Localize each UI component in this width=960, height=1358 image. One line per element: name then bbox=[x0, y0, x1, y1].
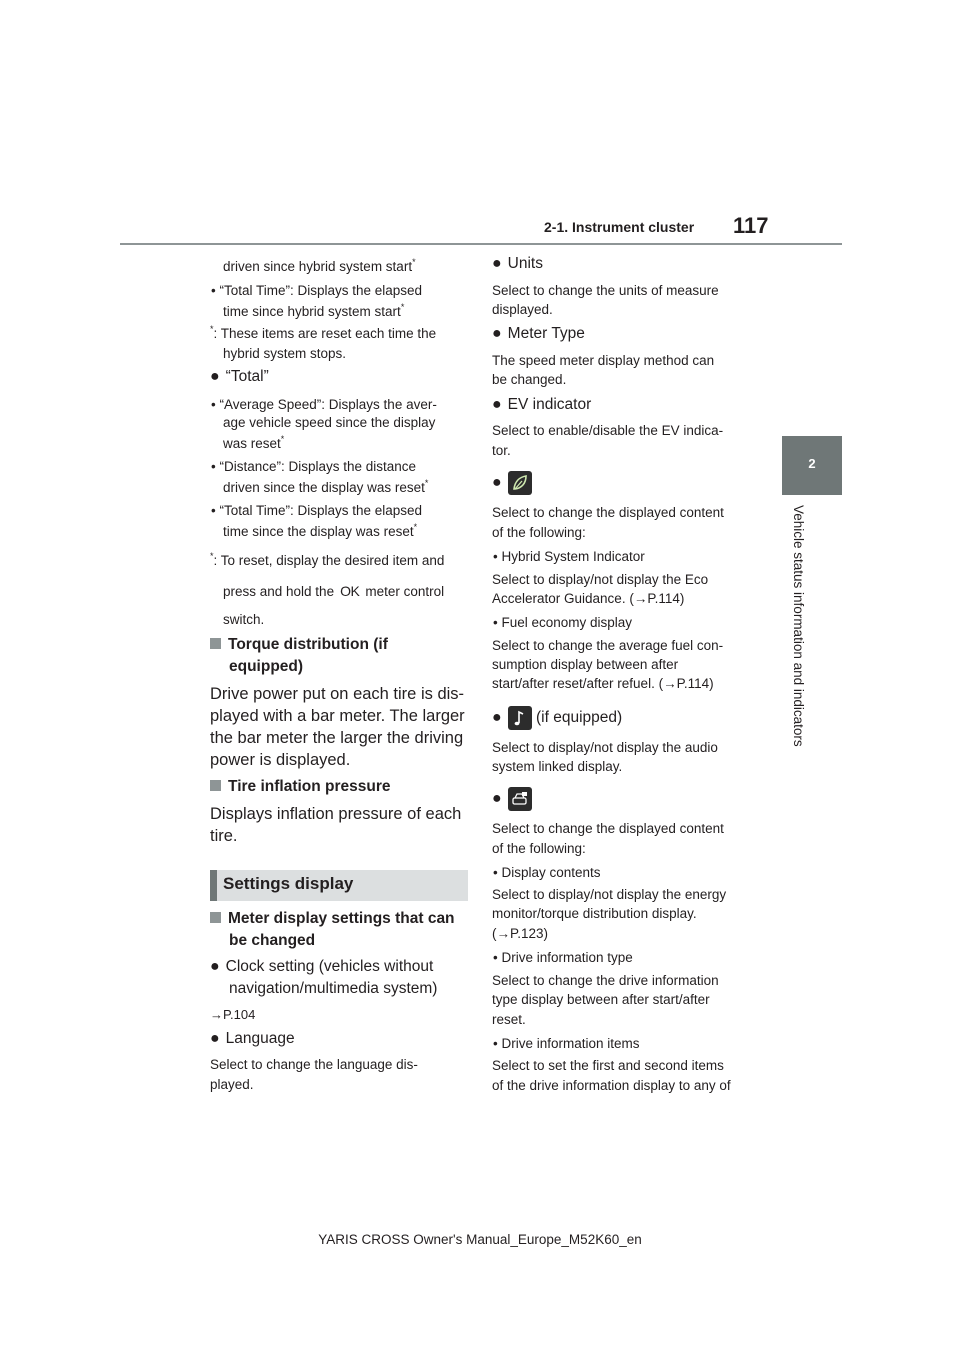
text: meter control bbox=[365, 584, 445, 599]
paragraph: Accelerator Guidance. (→P.114) bbox=[492, 591, 685, 606]
paragraph: Select to set the first and second items bbox=[492, 1058, 724, 1073]
vehicle-info-icon bbox=[508, 787, 532, 811]
text: “Total” bbox=[225, 368, 269, 385]
footnote-cont: hybrid system stops. bbox=[223, 346, 347, 361]
paragraph: of the drive information display to any of bbox=[492, 1078, 731, 1093]
paragraph: Select to change the displayed content bbox=[492, 505, 724, 520]
footnote-mark: * bbox=[412, 257, 416, 267]
paragraph: Select to change the average fuel con- bbox=[492, 638, 724, 653]
paragraph: of the following: bbox=[492, 525, 586, 540]
display-contents-item: • Display contents bbox=[493, 865, 601, 880]
audio-heading bbox=[492, 706, 622, 730]
footnote-cont bbox=[223, 582, 444, 602]
vehicle-info-heading bbox=[492, 787, 532, 811]
paragraph: played with a bar meter. The larger bbox=[210, 707, 465, 725]
square-bullet-icon bbox=[210, 780, 221, 791]
clock-heading-cont: navigation/multimedia system) bbox=[229, 980, 438, 997]
clock-heading bbox=[210, 958, 433, 976]
footnote bbox=[210, 324, 436, 346]
meter-settings-heading bbox=[210, 910, 455, 928]
left-line bbox=[223, 257, 416, 279]
paragraph: Select to change the displayed content bbox=[492, 821, 724, 836]
footnote bbox=[210, 551, 444, 573]
paragraph: sumption display between after bbox=[492, 657, 679, 672]
text: Meter Type bbox=[507, 325, 585, 342]
text: Clock setting (vehicles without bbox=[225, 958, 434, 975]
text: driven since hybrid system start bbox=[223, 259, 413, 274]
text: time since hybrid system start bbox=[223, 304, 401, 319]
ev-indicator-heading bbox=[492, 396, 591, 414]
bullet-icon: ● bbox=[210, 368, 220, 385]
text: Torque distribution (if bbox=[228, 636, 388, 653]
eco-heading bbox=[492, 471, 532, 495]
footnote-cont: switch. bbox=[223, 612, 265, 627]
meter-settings-heading-cont: be changed bbox=[229, 932, 316, 949]
header-divider bbox=[120, 243, 842, 245]
text: : To reset, display the desired item and bbox=[213, 553, 445, 568]
square-bullet-icon bbox=[210, 638, 221, 649]
section-title: 2-1. Instrument cluster bbox=[544, 219, 695, 235]
text: time since the display was reset bbox=[223, 524, 414, 539]
eco-leaf-icon bbox=[508, 471, 532, 495]
units-heading bbox=[492, 255, 543, 273]
bullet-icon: ● bbox=[492, 709, 502, 727]
drive-info-items-item: • Drive information items bbox=[493, 1036, 640, 1051]
text: driven since the display was reset bbox=[223, 480, 425, 495]
bullet-icon: ● bbox=[492, 396, 502, 413]
page-reference: →P.104 bbox=[210, 1007, 256, 1022]
bullet-icon: ● bbox=[492, 790, 502, 808]
torque-heading bbox=[210, 636, 388, 654]
settings-header-accent bbox=[210, 870, 217, 901]
bullet-icon: ● bbox=[492, 255, 502, 272]
paragraph: tor. bbox=[492, 443, 511, 458]
total-time-item: • “Total Time”: Displays the elapsed bbox=[211, 283, 423, 298]
text: Tire inflation pressure bbox=[228, 778, 391, 795]
footnote-mark: * bbox=[210, 551, 214, 561]
paragraph: Select to display/not display the Eco bbox=[492, 572, 709, 587]
paragraph: the bar meter the larger the driving bbox=[210, 729, 464, 747]
paragraph: of the following: bbox=[492, 841, 586, 856]
drive-info-type-item: • Drive information type bbox=[493, 950, 633, 965]
tire-heading bbox=[210, 778, 391, 796]
paragraph: displayed. bbox=[492, 302, 553, 317]
footnote-mark: * bbox=[210, 324, 214, 334]
paragraph: start/after reset/after refuel. (→P.114) bbox=[492, 676, 714, 691]
paragraph: tire. bbox=[210, 827, 238, 845]
fuel-economy-item: • Fuel economy display bbox=[493, 615, 633, 630]
text: Units bbox=[507, 255, 543, 272]
paragraph: reset. bbox=[492, 1012, 526, 1027]
text: Language bbox=[225, 1030, 295, 1047]
paragraph: power is displayed. bbox=[210, 751, 351, 769]
settings-display-title: Settings display bbox=[223, 874, 354, 893]
footnote-mark: * bbox=[400, 302, 405, 312]
paragraph: (→P.123) bbox=[492, 926, 549, 941]
text: (if equipped) bbox=[535, 709, 623, 727]
paragraph: be changed. bbox=[492, 372, 567, 387]
meter-type-heading bbox=[492, 325, 585, 343]
language-heading bbox=[210, 1030, 295, 1048]
distance-item: • “Distance”: Displays the distance bbox=[211, 459, 417, 474]
paragraph: Drive power put on each tire is dis- bbox=[210, 685, 465, 703]
avg-speed-item: • “Average Speed”: Displays the aver- bbox=[211, 397, 437, 412]
left-line bbox=[223, 302, 404, 324]
ok-button-icon: OK bbox=[340, 583, 360, 599]
paragraph: monitor/torque distribution display. bbox=[492, 906, 697, 921]
paragraph: Select to enable/disable the EV indica- bbox=[492, 423, 724, 438]
text: was reset bbox=[223, 436, 281, 451]
footer-manual-id: YARIS CROSS Owner's Manual_Europe_M52K60_en bbox=[318, 1232, 642, 1247]
page-number: 117 bbox=[733, 213, 769, 238]
paragraph: type display between after start/after bbox=[492, 992, 710, 1007]
paragraph: Select to change the units of measure bbox=[492, 283, 719, 298]
paragraph: Displays inflation pressure of each bbox=[210, 805, 462, 823]
paragraph: played. bbox=[210, 1077, 254, 1092]
footnote-mark: * bbox=[424, 478, 429, 488]
paragraph: Select to display/not display the energy bbox=[492, 887, 727, 902]
text: : These items are reset each time the bbox=[213, 326, 437, 341]
bullet-icon: ● bbox=[210, 1030, 220, 1047]
bullet-icon: ● bbox=[492, 474, 502, 492]
paragraph: system linked display. bbox=[492, 759, 623, 774]
footnote-mark: * bbox=[413, 522, 418, 532]
left-line bbox=[223, 434, 284, 456]
square-bullet-icon bbox=[210, 912, 221, 923]
left-line bbox=[223, 522, 417, 544]
bullet-icon: ● bbox=[492, 325, 502, 342]
paragraph: Select to change the drive information bbox=[492, 973, 719, 988]
paragraph: The speed meter display method can bbox=[492, 353, 715, 368]
chapter-number: 2 bbox=[808, 456, 816, 471]
avg-speed-cont: age vehicle speed since the display bbox=[223, 415, 436, 430]
text: Meter display settings that can bbox=[228, 910, 455, 927]
footnote-mark: * bbox=[280, 434, 285, 444]
total-time-item: • “Total Time”: Displays the elapsed bbox=[211, 503, 423, 518]
torque-heading-cont: equipped) bbox=[229, 658, 304, 675]
total-heading bbox=[210, 368, 269, 386]
bullet-icon: ● bbox=[210, 958, 220, 975]
hsi-item: • Hybrid System Indicator bbox=[493, 549, 645, 564]
text: press and hold the bbox=[223, 584, 335, 599]
chapter-title-text: Vehicle status information and indicators bbox=[791, 505, 806, 747]
left-line bbox=[223, 478, 428, 500]
paragraph: Select to change the language dis- bbox=[210, 1057, 418, 1072]
chapter-title bbox=[790, 505, 806, 775]
text: EV indicator bbox=[507, 396, 592, 413]
paragraph: Select to display/not display the audio bbox=[492, 740, 718, 755]
music-note-icon bbox=[508, 706, 532, 730]
